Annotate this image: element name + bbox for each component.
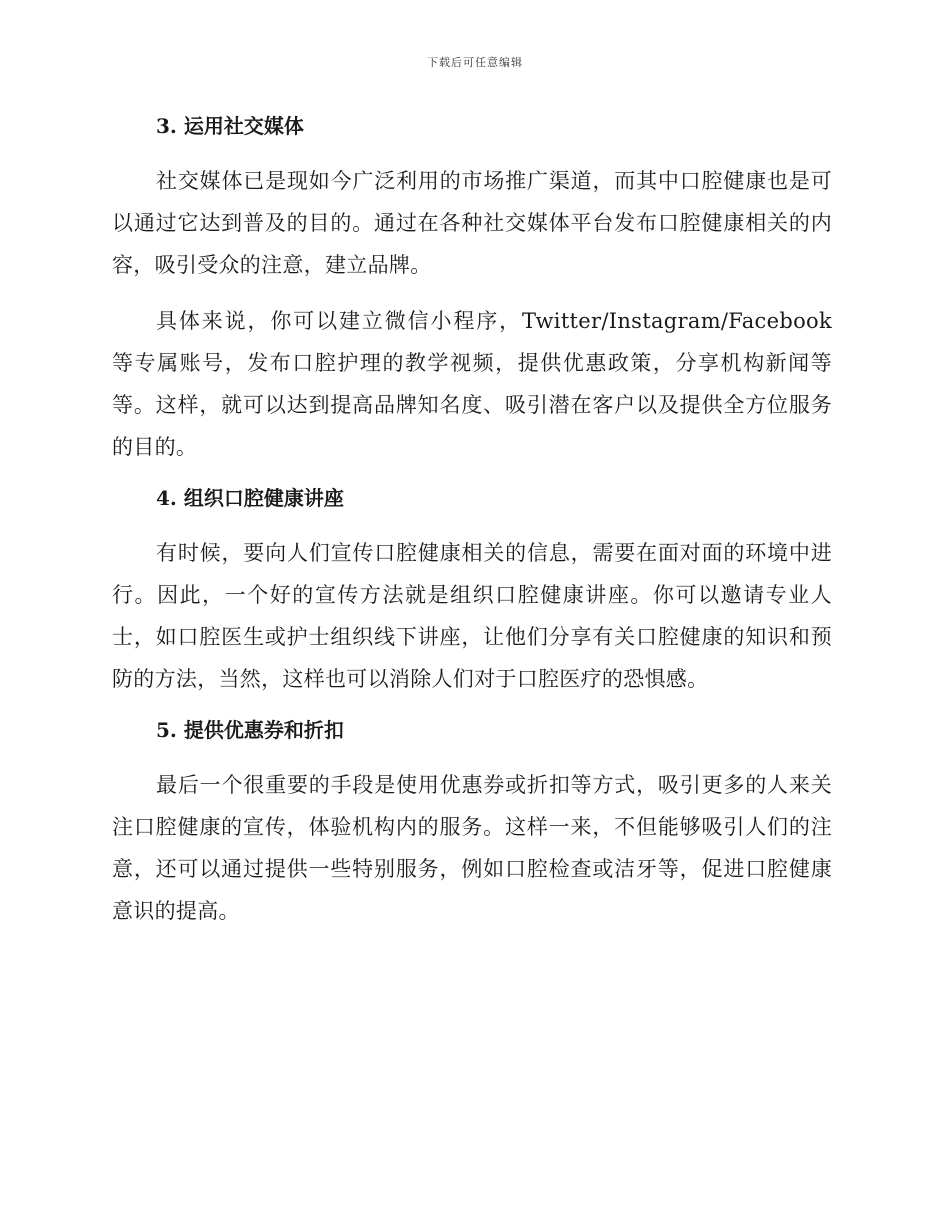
section-heading: 3. 运用社交媒体 [156,114,304,138]
section-coupons-discounts [112,714,832,932]
document-body [112,110,832,946]
paragraph: 具体来说，你可以建立微信小程序，Twitter/Instagram/Facebook 等专属账号，发布口腔护理的教学视频，提供优惠政策，分享机构新闻等等。这样，就可以达到提高品牌知名度、吸引潜在客户以及提供全方位服务的目的。 [112,309,832,459]
paragraph: 有时候，要向人们宣传口腔健康相关的信息，需要在面对面的环境中进行。因此，一个好的宣传方法就是组织口腔健康讲座。你可以邀请专业人士，如口腔医生或护士组织线下讲座，让他们分享有关口腔健康的知识和预防的方法，当然，这样也可以消除人们对于口腔医疗的恐惧感。 [112,541,832,691]
paragraph: 最后一个很重要的手段是使用优惠券或折扣等方式，吸引更多的人来关注口腔健康的宣传，体验机构内的服务。这样一来，不但能够吸引人们的注意，还可以通过提供一些特别服务，例如口腔检查或洁牙等，促进口腔健康意识的提高。 [112,773,832,923]
section-social-media [112,110,832,468]
section-heading: 5. 提供优惠券和折扣 [156,718,344,742]
paragraph: 社交媒体已是现如今广泛利用的市场推广渠道，而其中口腔健康也是可以通过它达到普及的目的。通过在各种社交媒体平台发布口腔健康相关的内容，吸引受众的注意，建立品牌。 [112,169,832,277]
page-header-note: 下载后可任意编辑 [427,56,523,69]
section-health-lectures [112,482,832,700]
section-heading: 4. 组织口腔健康讲座 [156,486,344,510]
